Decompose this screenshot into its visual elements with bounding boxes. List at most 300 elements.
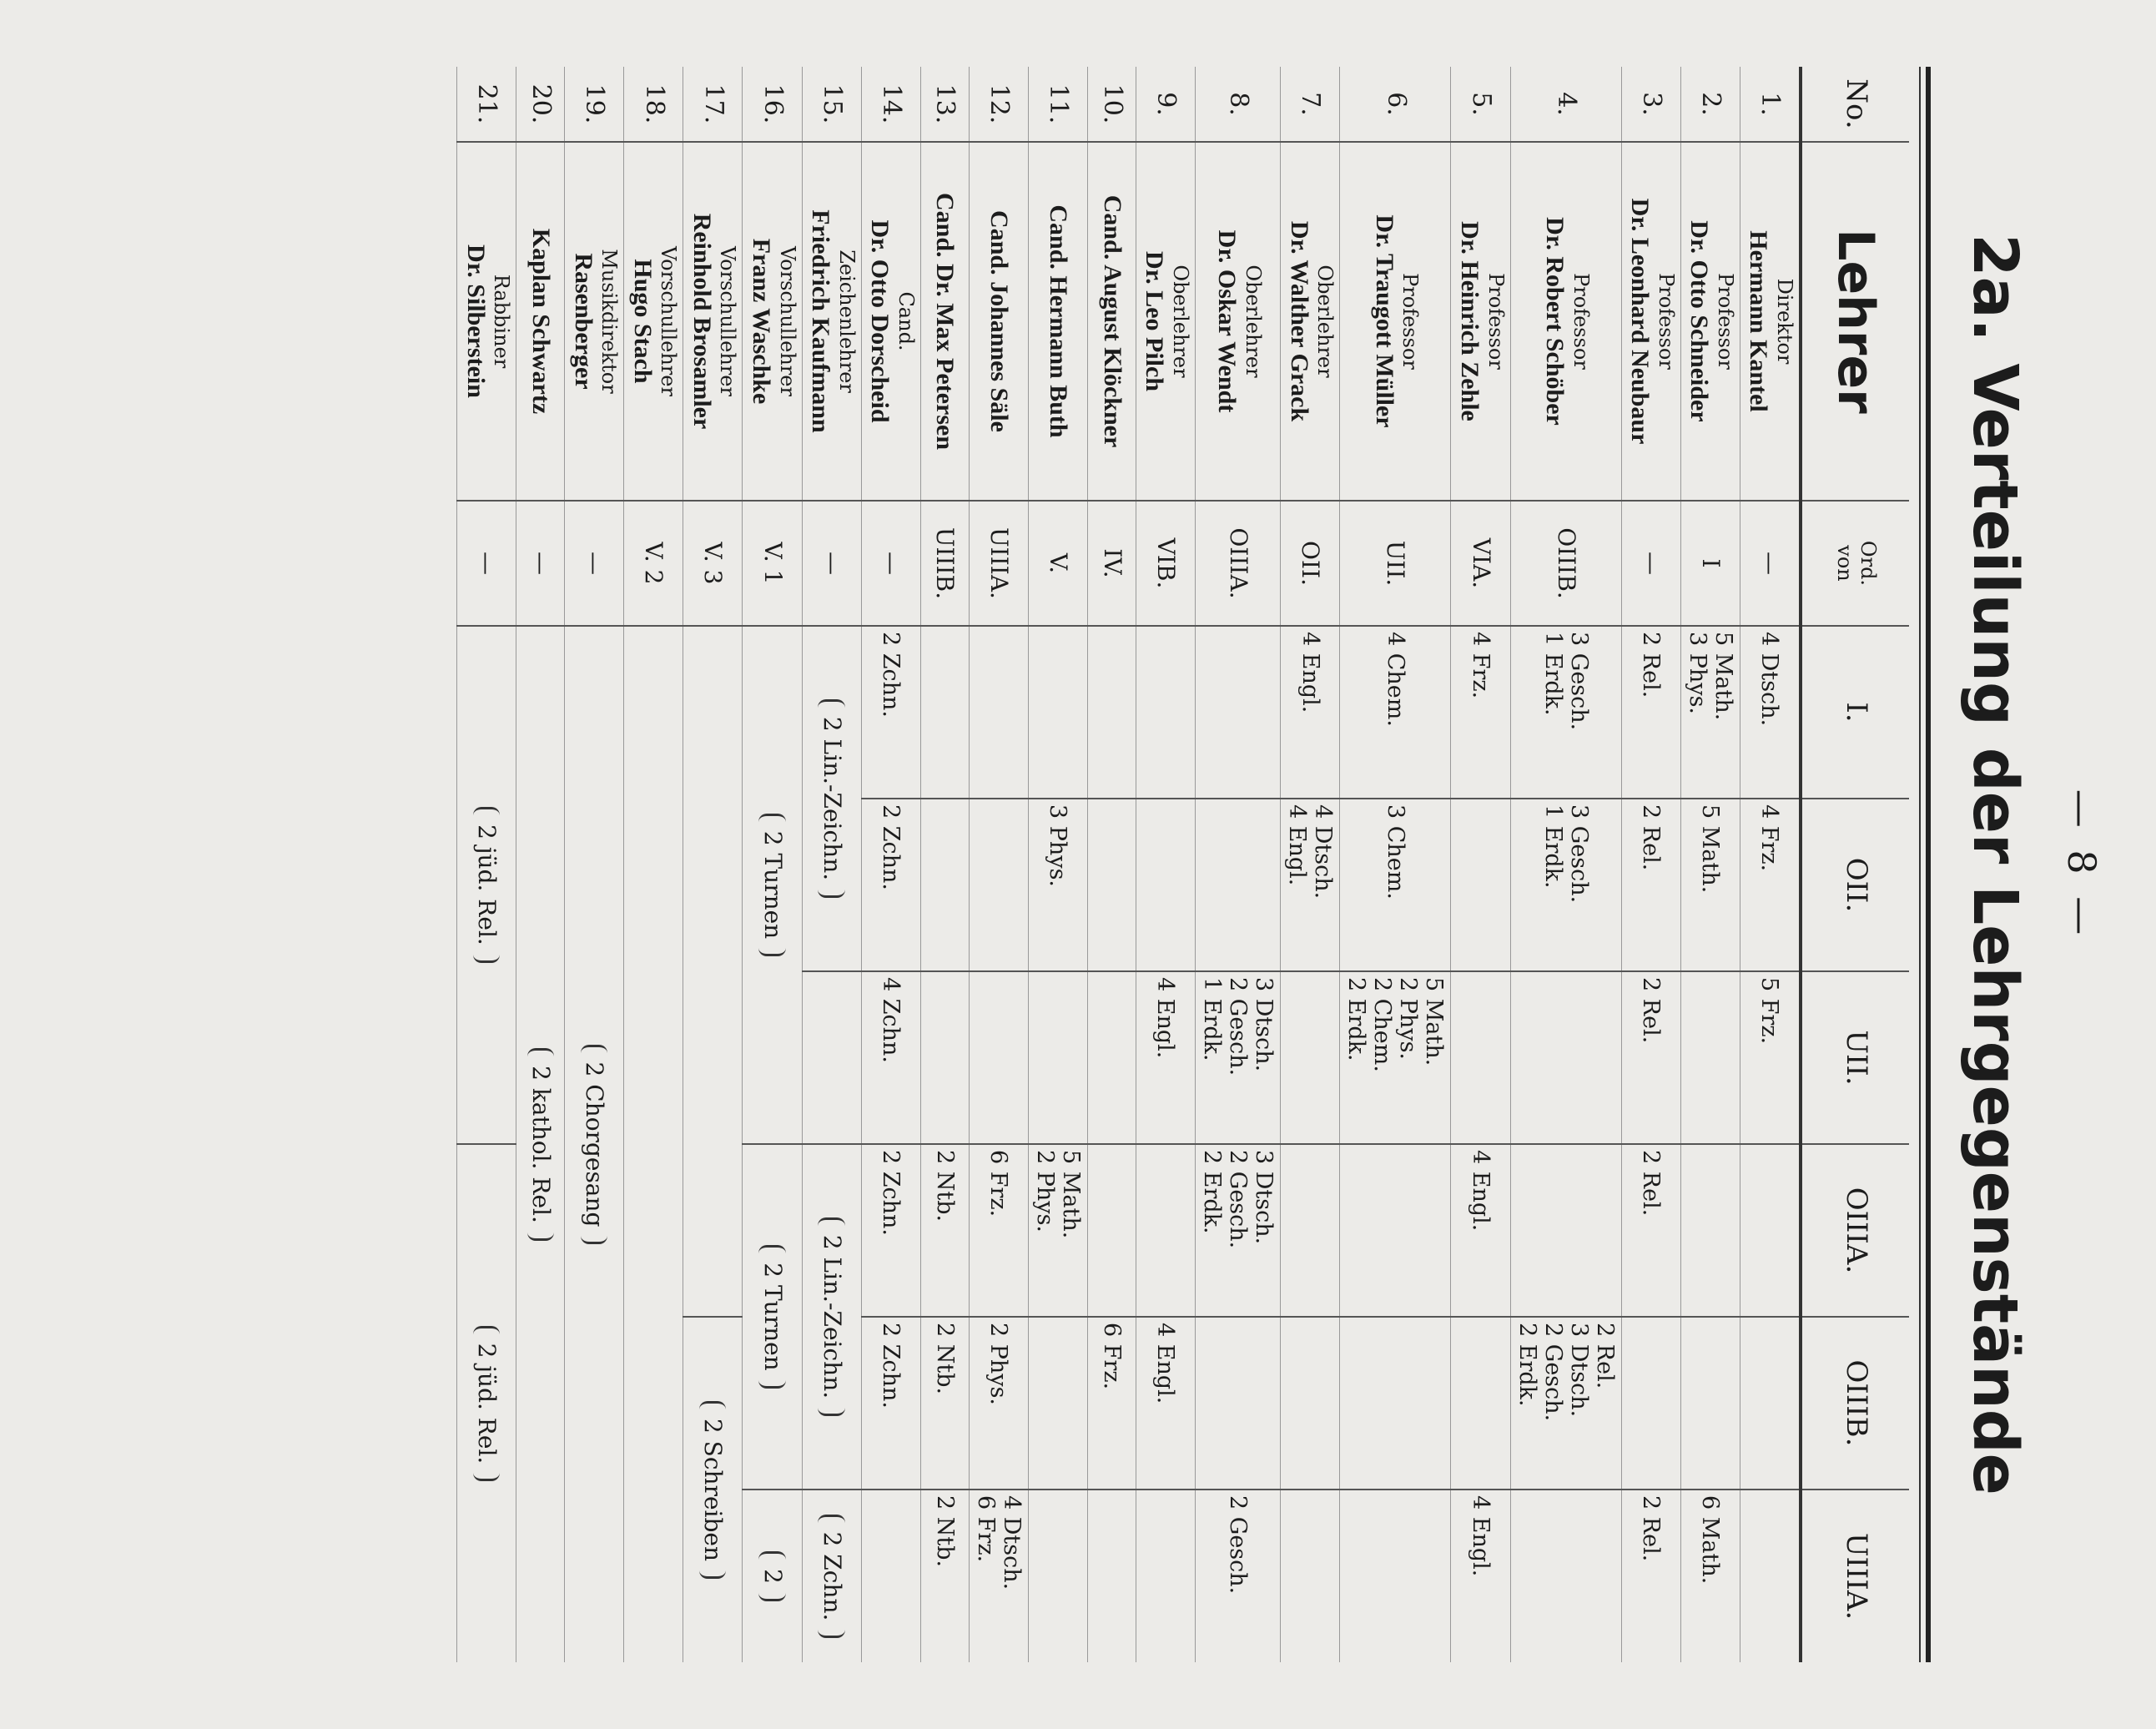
subject-line: 5 Frz. — [1756, 977, 1783, 1045]
teacher-name: Reinhold Brosamler — [688, 213, 716, 430]
teacher-cell — [1136, 142, 1195, 501]
teacher-cell — [743, 142, 802, 501]
table-row — [743, 67, 802, 1662]
ordinarius-class: IV. — [1087, 501, 1136, 626]
subject-cell — [1281, 1144, 1340, 1317]
header-class: I. — [1801, 626, 1909, 799]
table-row — [1087, 67, 1136, 1662]
subject-cell — [861, 1144, 920, 1317]
subject-cell — [1136, 626, 1195, 799]
teacher-name: Dr. Otto Dorscheid — [866, 219, 894, 423]
table-header — [1801, 67, 1909, 1662]
teacher-name: Dr. Leo Pilch — [1141, 250, 1169, 392]
subject-line: 3 Dtsch. — [1565, 1323, 1592, 1418]
subject-cell — [861, 799, 920, 971]
subject-line: 3 Chem. — [1382, 804, 1408, 900]
subject-line: 2 Phys. — [985, 1323, 1012, 1406]
subject-line: 2 Gesch. — [1225, 1150, 1252, 1249]
teacher-cell — [1510, 142, 1621, 501]
teacher-name: Hugo Stach — [628, 259, 657, 384]
teacher-cell — [1340, 142, 1451, 501]
spanning-subject-cell — [743, 626, 802, 1144]
subject-line: 2 Ntb. — [931, 1323, 958, 1395]
page-number: — 8 — — [2059, 789, 2104, 940]
subject-cell — [1740, 1490, 1801, 1662]
spanning-subject-cell — [457, 626, 516, 1144]
table-row — [1340, 67, 1451, 1662]
subject-cell — [1087, 1144, 1136, 1317]
ordinarius-class: VIB. — [1136, 501, 1195, 626]
subject-cell — [1087, 1490, 1136, 1662]
subject-line: 2 Gesch. — [1225, 977, 1252, 1076]
table-row — [861, 67, 920, 1662]
header-ord: Ord. von — [1801, 501, 1909, 626]
ordinarius-class: — — [457, 501, 516, 626]
teacher-cell — [624, 142, 683, 501]
subject-line: 4 Engl. — [1152, 1323, 1179, 1404]
subject-cell — [861, 1490, 920, 1662]
subject-cell — [1340, 971, 1451, 1144]
teacher-cell — [1621, 142, 1680, 501]
teacher-cell — [683, 142, 743, 501]
row-number: 21. — [457, 67, 516, 142]
header-class: OII. — [1801, 799, 1909, 971]
subject-line: 2 Rel. — [1638, 1150, 1665, 1217]
subject-line: 4 Engl. — [1468, 1495, 1494, 1577]
subject-cell — [1621, 1317, 1680, 1490]
row-number: 1. — [1740, 67, 1801, 142]
subject-cell — [1196, 626, 1281, 799]
subject-cell — [969, 799, 1028, 971]
subject-cell — [1621, 626, 1680, 799]
spanning-subject-cell — [516, 626, 565, 1662]
subject-cell — [1136, 1317, 1195, 1490]
teacher-title: Vorschullehrer — [657, 246, 681, 396]
subject-cell — [1740, 1317, 1801, 1490]
subject-cell — [1196, 799, 1281, 971]
subject-cell — [1281, 1317, 1340, 1490]
subject-line: 2 Chem. — [1369, 977, 1396, 1072]
table-row — [1621, 67, 1680, 1662]
spanning-subject-cell — [802, 626, 861, 971]
subject-cell — [1340, 1144, 1451, 1317]
row-number: 13. — [920, 67, 969, 142]
teacher-name: Dr. Heinrich Zehle — [1455, 221, 1484, 421]
table-row — [683, 67, 743, 1662]
subject-cell — [1740, 1144, 1801, 1317]
subject-cell — [1281, 799, 1340, 971]
ordinarius-class: — — [802, 501, 861, 626]
subject-cell — [1087, 626, 1136, 799]
ordinarius-class: V. 3 — [683, 501, 743, 626]
subject-line: 2 Rel. — [1638, 1495, 1665, 1562]
ordinarius-class: I — [1680, 501, 1740, 626]
subject-cell — [1510, 1144, 1621, 1317]
subject-cell — [1451, 971, 1510, 1144]
row-number: 5. — [1451, 67, 1510, 142]
header-class: OIIIA. — [1801, 1144, 1909, 1317]
row-number: 12. — [969, 67, 1028, 142]
teacher-title: Vorschullehrer — [775, 246, 799, 396]
teacher-name: Dr. Walther Grack — [1285, 220, 1313, 422]
subject-cell — [1028, 1144, 1087, 1317]
ordinarius-class: — — [516, 501, 565, 626]
subject-cell — [1680, 1490, 1740, 1662]
subject-cell — [1281, 626, 1340, 799]
subject-cell — [1196, 1144, 1281, 1317]
teacher-name: Hermann Kantel — [1745, 230, 1773, 412]
ordinarius-class: OIIIA. — [1196, 501, 1281, 626]
teacher-name: Cand. August Klöckner — [1098, 194, 1126, 448]
table-row — [1028, 67, 1087, 1662]
bracketed-subject: 2 Lin.-Zeichn. — [819, 1217, 845, 1416]
subject-line: 3 Phys. — [1045, 804, 1071, 888]
table-row — [1196, 67, 1281, 1662]
header-class: OIIIB. — [1801, 1317, 1909, 1490]
row-number: 10. — [1087, 67, 1136, 142]
subject-line: 1 Erdk. — [1539, 804, 1566, 889]
subject-cell — [1680, 1144, 1740, 1317]
subject-cell — [1451, 1144, 1510, 1317]
row-number: 6. — [1340, 67, 1451, 142]
subject-cell — [1136, 799, 1195, 971]
bracketed-subject: 2 jüd. Rel. — [473, 1326, 500, 1482]
subject-cell — [1451, 1490, 1510, 1662]
table-row — [1281, 67, 1340, 1662]
ordinarius-class: — — [1621, 501, 1680, 626]
subject-line: 4 Dtsch. — [1756, 632, 1783, 727]
subject-cell — [1621, 799, 1680, 971]
subject-cell — [1281, 1490, 1340, 1662]
teacher-cell — [457, 142, 516, 501]
subject-cell — [1680, 1317, 1740, 1490]
subject-cell — [861, 1317, 920, 1490]
subject-line: 2 Rel. — [1638, 632, 1665, 698]
subject-cell — [1136, 1490, 1195, 1662]
teacher-name: Friedrich Kaufmann — [807, 209, 835, 433]
teacher-name: Cand. Dr. Max Petersen — [931, 192, 960, 450]
teacher-cell — [1451, 142, 1510, 501]
subject-line: 2 Gesch. — [1539, 1323, 1566, 1422]
subject-cell — [1621, 1490, 1680, 1662]
teacher-name: Cand. Johannes Säle — [985, 210, 1014, 432]
row-number: 19. — [565, 67, 624, 142]
subject-cell — [1451, 626, 1510, 799]
spanning-subject-cell — [743, 1490, 802, 1662]
subject-line: 4 Frz. — [1756, 804, 1783, 872]
subject-cell — [1740, 799, 1801, 971]
bracketed-subject: 2 Turnen — [758, 1245, 785, 1388]
table-row — [1510, 67, 1621, 1662]
table-row — [516, 67, 565, 1662]
teacher-name: Dr. Leonhard Neubaur — [1626, 198, 1655, 445]
teacher-title: Professor — [1569, 273, 1593, 370]
subject-cell — [861, 971, 920, 1144]
ordinarius-class: OII. — [1281, 501, 1340, 626]
spanning-subject-cell — [683, 626, 743, 1317]
subject-cell — [1196, 971, 1281, 1144]
teacher-title: Professor — [1713, 273, 1737, 370]
header-class: UII. — [1801, 971, 1909, 1144]
teacher-name: Dr. Oskar Wendt — [1213, 229, 1242, 413]
subject-cell — [1028, 1317, 1087, 1490]
teacher-title: Professor — [1654, 273, 1678, 370]
subject-line: 2 Zchn. — [878, 804, 904, 891]
teacher-cell — [802, 142, 861, 501]
teacher-title: Oberlehrer — [1241, 265, 1265, 378]
row-number: 16. — [743, 67, 802, 142]
table-row — [1451, 67, 1510, 1662]
teacher-title: Rabbiner — [490, 274, 514, 369]
teacher-title: Oberlehrer — [1313, 265, 1337, 378]
subject-line: 4 Zchn. — [878, 977, 904, 1064]
row-number: 20. — [516, 67, 565, 142]
subject-line: 5 Math. — [1710, 632, 1736, 721]
subject-cell — [1340, 799, 1451, 971]
subject-cell — [969, 1317, 1028, 1490]
row-number: 8. — [1196, 67, 1281, 142]
subject-line: 2 Ntb. — [931, 1495, 958, 1568]
subject-cell — [969, 971, 1028, 1144]
subject-line: 2 Erdk. — [1199, 1150, 1226, 1234]
subject-cell — [1510, 626, 1621, 799]
teacher-title: Vorschullehrer — [716, 246, 740, 396]
row-number: 2. — [1680, 67, 1740, 142]
teacher-cell — [1028, 142, 1087, 501]
spanning-subject-cell — [457, 1144, 516, 1662]
subject-cell — [1028, 799, 1087, 971]
subject-line: 2 Erdk. — [1514, 1323, 1540, 1407]
teacher-name: Franz Waschke — [747, 238, 775, 405]
table-body — [457, 67, 1801, 1662]
teacher-title: Direktor — [1773, 278, 1796, 365]
subject-cell — [1740, 971, 1801, 1144]
subject-cell — [1196, 1490, 1281, 1662]
subject-line: 6 Frz. — [985, 1150, 1012, 1217]
subject-line: 6 Frz. — [972, 1495, 999, 1563]
top-rule-thin — [1919, 67, 1921, 1662]
row-number: 14. — [861, 67, 920, 142]
teacher-name: Kaplan Schwartz — [526, 228, 555, 415]
subject-cell — [1087, 799, 1136, 971]
bracketed-subject: 2 jüd. Rel. — [473, 807, 500, 963]
ordinarius-class: V. 1 — [743, 501, 802, 626]
bracketed-subject: 2 Zchn. — [819, 1515, 845, 1639]
table-row — [565, 67, 624, 1662]
subject-cell — [1087, 971, 1136, 1144]
teacher-title: Professor — [1398, 273, 1423, 370]
subject-line: 4 Frz. — [1468, 632, 1494, 699]
row-number: 7. — [1281, 67, 1340, 142]
subject-line: 2 Phys. — [1031, 1150, 1058, 1233]
bracketed-subject: 2 Schreiben — [699, 1401, 726, 1579]
subject-cell — [1680, 799, 1740, 971]
subject-line: 6 Frz. — [1098, 1323, 1125, 1390]
teacher-title: Professor — [1484, 273, 1508, 370]
subject-line: 4 Dtsch. — [998, 1495, 1025, 1590]
ordinarius-class: V. 2 — [624, 501, 683, 626]
bracketed-subject: 2 — [758, 1551, 785, 1601]
subject-line: 1 Erdk. — [1539, 632, 1566, 716]
teacher-cell — [1740, 142, 1801, 501]
subject-cell — [920, 799, 969, 971]
subject-cell — [1451, 799, 1510, 971]
page-title: 2a. Verteilung der Lehrgegenstände — [1959, 234, 2031, 1495]
ordinarius-class: VIA. — [1451, 501, 1510, 626]
subject-line: 5 Math. — [1421, 977, 1448, 1066]
subject-cell — [1136, 971, 1195, 1144]
table-row — [1740, 67, 1801, 1662]
table-row — [802, 67, 861, 1662]
subject-line: 2 Zchn. — [878, 1150, 904, 1237]
teacher-name: Cand. Hermann Buth — [1045, 204, 1073, 438]
teacher-cell — [969, 142, 1028, 501]
table-row — [457, 67, 516, 1662]
subject-line: 4 Engl. — [1297, 632, 1323, 713]
subject-cell — [1340, 626, 1451, 799]
subject-line: 2 Rel. — [1638, 977, 1665, 1044]
subject-cell — [861, 626, 920, 799]
ordinarius-class: — — [1740, 501, 1801, 626]
subject-cell — [1028, 1490, 1087, 1662]
subject-cell — [1740, 626, 1801, 799]
row-number: 3. — [1621, 67, 1680, 142]
table-row — [624, 67, 683, 1662]
subject-cell — [1028, 971, 1087, 1144]
row-number: 15. — [802, 67, 861, 142]
subject-cell — [1196, 1317, 1281, 1490]
teacher-cell — [861, 142, 920, 501]
ordinarius-class: UIIIB. — [920, 501, 969, 626]
teacher-cell — [1281, 142, 1340, 501]
spanning-subject-cell — [743, 1144, 802, 1490]
ordinarius-class: — — [565, 501, 624, 626]
subject-cell — [1680, 626, 1740, 799]
header-lehrer: Lehrer — [1801, 142, 1909, 501]
subject-line: 4 Engl. — [1152, 977, 1179, 1059]
subject-line: 1 Erdk. — [1199, 977, 1226, 1061]
subject-line: 4 Engl. — [1284, 804, 1311, 886]
subject-cell — [1621, 1144, 1680, 1317]
subject-cell — [920, 1317, 969, 1490]
teacher-title: Oberlehrer — [1169, 265, 1193, 378]
teacher-cell — [1196, 142, 1281, 501]
subject-line: 2 Phys. — [1395, 977, 1422, 1061]
subject-line: 2 Ntb. — [931, 1150, 958, 1222]
teacher-cell — [1680, 142, 1740, 501]
bracketed-subject: 2 Chorgesang — [581, 1045, 607, 1245]
subject-cell — [1340, 1317, 1451, 1490]
subject-cell — [1510, 1317, 1621, 1490]
header-no: No. — [1801, 67, 1909, 142]
row-number: 4. — [1510, 67, 1621, 142]
spanning-subject-cell — [683, 1317, 743, 1662]
subject-cell — [1680, 971, 1740, 1144]
teacher-cell — [516, 142, 565, 501]
spanning-subject-cell — [802, 971, 861, 1144]
bracketed-subject: 2 Turnen — [758, 814, 785, 956]
teacher-title: Zeichenlehrer — [834, 250, 859, 393]
subject-line: 2 Rel. — [1638, 804, 1665, 871]
teacher-assignment-table — [456, 67, 1909, 1662]
subject-line: 3 Dtsch. — [1251, 1150, 1277, 1245]
subject-cell — [1281, 971, 1340, 1144]
teacher-cell — [1087, 142, 1136, 501]
subject-line: 5 Math. — [1697, 804, 1724, 894]
subject-line: 3 Dtsch. — [1251, 977, 1277, 1072]
subject-cell — [1510, 1490, 1621, 1662]
subject-cell — [920, 626, 969, 799]
subject-cell — [1136, 1144, 1195, 1317]
teacher-cell — [920, 142, 969, 501]
subject-line: 4 Engl. — [1468, 1150, 1494, 1232]
ordinarius-class: V. — [1028, 501, 1087, 626]
subject-cell — [1028, 626, 1087, 799]
ordinarius-class: OIIIB. — [1510, 501, 1621, 626]
subject-line: 2 Gesch. — [1225, 1495, 1252, 1595]
teacher-name: Dr. Traugott Müller — [1370, 214, 1398, 428]
subject-cell — [1451, 1317, 1510, 1490]
teacher-title: Musikdirektor — [597, 249, 622, 394]
subject-cell — [1510, 971, 1621, 1144]
subject-line: 2 Zchn. — [878, 632, 904, 718]
subject-line: 5 Math. — [1057, 1150, 1084, 1239]
teacher-name: Dr. Robert Schöber — [1541, 217, 1569, 426]
subject-line: 6 Math. — [1697, 1495, 1724, 1585]
table-row — [1136, 67, 1195, 1662]
subject-cell — [969, 1144, 1028, 1317]
subject-line: 3 Phys. — [1684, 632, 1710, 715]
ordinarius-class: UII. — [1340, 501, 1451, 626]
spanning-subject-cell — [624, 626, 683, 1662]
ordinarius-class: UIIIA. — [969, 501, 1028, 626]
row-number: 18. — [624, 67, 683, 142]
top-rule — [1926, 67, 1931, 1662]
table-row — [920, 67, 969, 1662]
bracketed-subject: 2 kathol. Rel. — [527, 1048, 554, 1241]
table-row — [969, 67, 1028, 1662]
row-number: 17. — [683, 67, 743, 142]
teacher-cell — [565, 142, 624, 501]
spanning-subject-cell — [565, 626, 624, 1662]
subject-cell — [920, 971, 969, 1144]
subject-cell — [1340, 1490, 1451, 1662]
subject-cell — [969, 1490, 1028, 1662]
subject-cell — [1621, 971, 1680, 1144]
subject-cell — [1510, 799, 1621, 971]
table-row — [1680, 67, 1740, 1662]
header-class: UIIIA. — [1801, 1490, 1909, 1662]
subject-line: 2 Zchn. — [878, 1323, 904, 1409]
ordinarius-class: — — [861, 501, 920, 626]
row-number: 11. — [1028, 67, 1087, 142]
teacher-name: Dr. Silberstein — [461, 244, 490, 398]
bracketed-subject: 2 Lin.-Zeichn. — [819, 699, 845, 898]
teacher-title: Cand. — [894, 291, 918, 351]
subject-line: 3 Gesch. — [1565, 632, 1592, 731]
subject-line: 4 Dtsch. — [1310, 804, 1337, 900]
teacher-name: Rasenberger — [569, 253, 597, 390]
subject-cell — [920, 1490, 969, 1662]
subject-line: 3 Gesch. — [1565, 804, 1592, 904]
spanning-subject-cell — [802, 1490, 861, 1662]
subject-cell — [920, 1144, 969, 1317]
row-number: 9. — [1136, 67, 1195, 142]
subject-cell — [969, 626, 1028, 799]
subject-cell — [1087, 1317, 1136, 1490]
subject-line: 4 Chem. — [1382, 632, 1408, 727]
subject-line: 2 Rel. — [1591, 1323, 1618, 1389]
